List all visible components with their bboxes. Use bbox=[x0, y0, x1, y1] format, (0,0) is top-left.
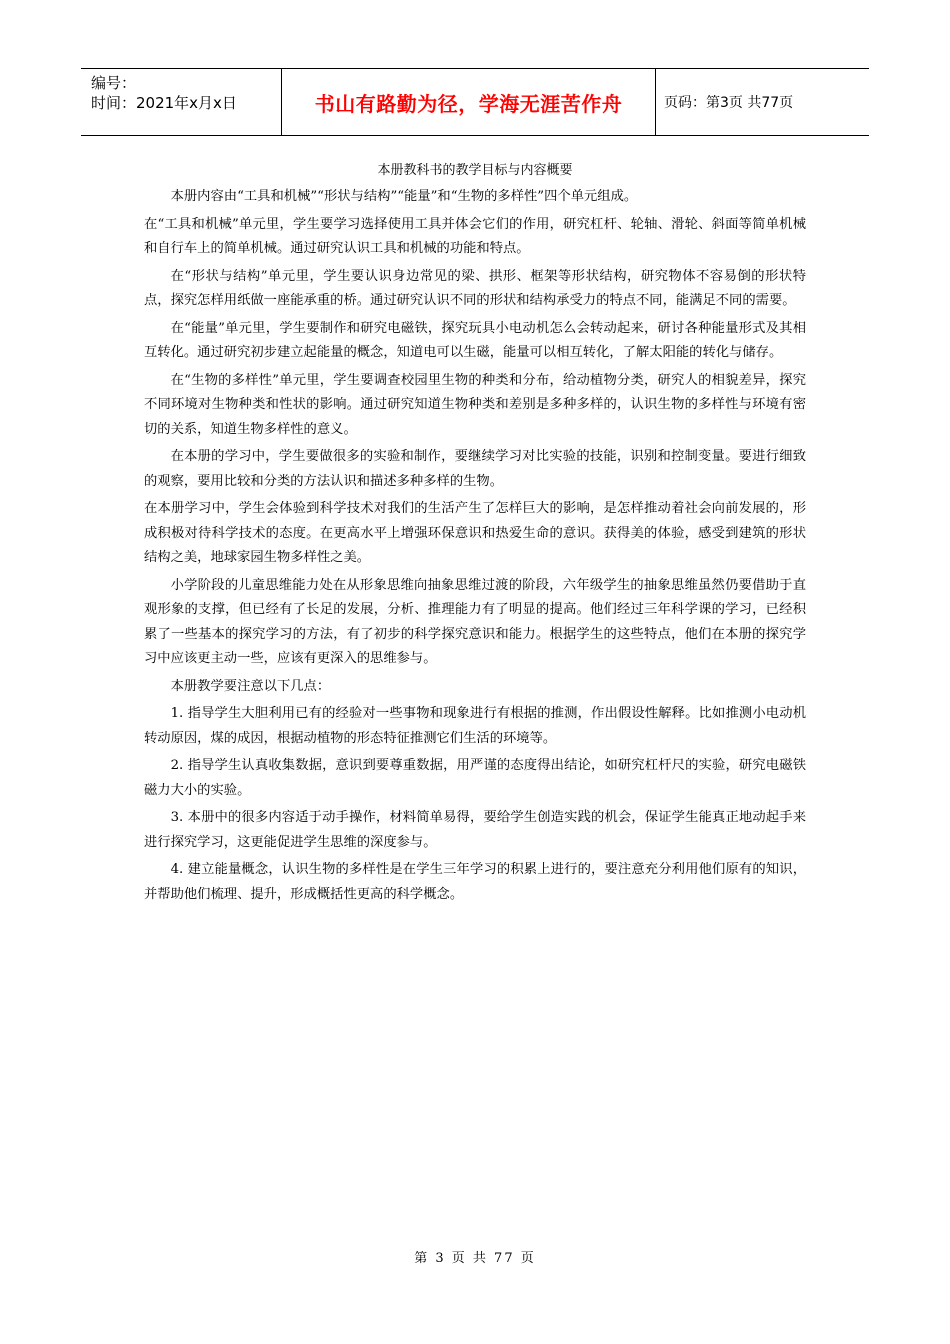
body-paragraph: 3. 本册中的很多内容适于动手操作，材料简单易得，要给学生创造实践的机会，保证学生能真正地动起手来进行探究学习，这更能促进学生思维的深度参与。 bbox=[144, 810, 806, 850]
document-body bbox=[144, 158, 806, 907]
header-meta-cell bbox=[81, 69, 281, 135]
body-paragraph: 小学阶段的儿童思维能力处在从形象思维向抽象思维过渡的阶段，六年级学生的抽象思维虽然仍要借助于直观形象的支撑，但已经有了长足的发展，分析、推理能力有了明显的提高。他们经过三年科学课的学习，已经积累了一些基本的探究学习的方法，有了初步的科学探究意识和能力。根据学生的这些特点，他们在本册的探究学习中应该更主动一些，应该有更深入的思维参与。 bbox=[144, 577, 806, 666]
header-page-cell bbox=[656, 69, 869, 135]
body-paragraph: 在“形状与结构”单元里，学生要认识身边常见的梁、拱形、框架等形状结构，研究物体不容易倒的形状特点，探究怎样用纸做一座能承重的桥。通过研究认识不同的形状和结构承受力的特点不同，能满足不同的需要。 bbox=[144, 268, 806, 308]
page-header bbox=[81, 68, 869, 136]
serial-number-label: 编号： bbox=[91, 74, 137, 92]
header-page-info: 页码：第3页 共77页 bbox=[664, 95, 794, 111]
date-label: 时间：2021年x月x日 bbox=[91, 94, 237, 112]
body-paragraph: 在“生物的多样性”单元里，学生要调查校园里生物的种类和分布，给动植物分类，研究人的相貌差异，探究不同环境对生物种类和性状的影响。通过研究知道生物种类和差别是多种多样的，认识生物的多样性与环境有密切的关系，知道生物多样性的意义。 bbox=[144, 372, 806, 437]
body-paragraph: 在本册学习中，学生会体验到科学技术对我们的生活产生了怎样巨大的影响，是怎样推动着社会向前发展的，形成积极对待科学技术的态度。在更高水平上增强环保意识和热爱生命的意识。获得美的体验，感受到建筑的形状结构之美，地球家园生物多样性之美。 bbox=[144, 501, 806, 565]
motto-text: 书山有路勤为径，学海无涯苦作舟 bbox=[314, 91, 623, 116]
document-title: 本册教科书的教学目标与内容概要 bbox=[377, 163, 573, 178]
body-paragraph: 在“工具和机械”单元里，学生要学习选择使用工具并体会它们的作用，研究杠杆、轮轴、滑轮、斜面等简单机械和自行车上的简单机械。通过研究认识工具和机械的功能和特点。 bbox=[144, 216, 806, 256]
body-paragraph: 在“能量”单元里，学生要制作和研究电磁铁，探究玩具小电动机怎么会转动起来，研讨各种能量形式及其相互转化。通过研究初步建立起能量的概念，知道电可以生磁，能量可以相互转化，了解太阳能的转化与储存。 bbox=[144, 320, 806, 360]
body-paragraph: 1. 指导学生大胆利用已有的经验对一些事物和现象进行有根据的推测，作出假设性解释。比如推测小电动机转动原因，煤的成因，根据动植物的形态特征推测它们生活的环境等。 bbox=[144, 706, 806, 746]
header-motto-cell bbox=[281, 69, 656, 135]
body-paragraph: 本册内容由“工具和机械”“形状与结构”“能量”和“生物的多样性”四个单元组成。 bbox=[170, 189, 638, 204]
paragraph-list bbox=[144, 185, 806, 907]
body-paragraph: 4. 建立能量概念，认识生物的多样性是在学生三年学习的积累上进行的，要注意充分利用他们原有的知识，并帮助他们梳理、提升，形成概括性更高的科学概念。 bbox=[144, 862, 806, 902]
body-paragraph: 2. 指导学生认真收集数据，意识到要尊重数据，用严谨的态度得出结论，如研究杠杆尺的实验，研究电磁铁磁力大小的实验。 bbox=[144, 758, 806, 798]
body-paragraph: 在本册的学习中，学生要做很多的实验和制作，要继续学习对比实验的技能，识别和控制变量。要进行细致的观察，要用比较和分类的方法认识和描述多种多样的生物。 bbox=[144, 449, 806, 489]
body-paragraph: 本册教学要注意以下几点： bbox=[170, 678, 331, 694]
page-footer: 第 3 页 共 77 页 bbox=[414, 1251, 536, 1266]
